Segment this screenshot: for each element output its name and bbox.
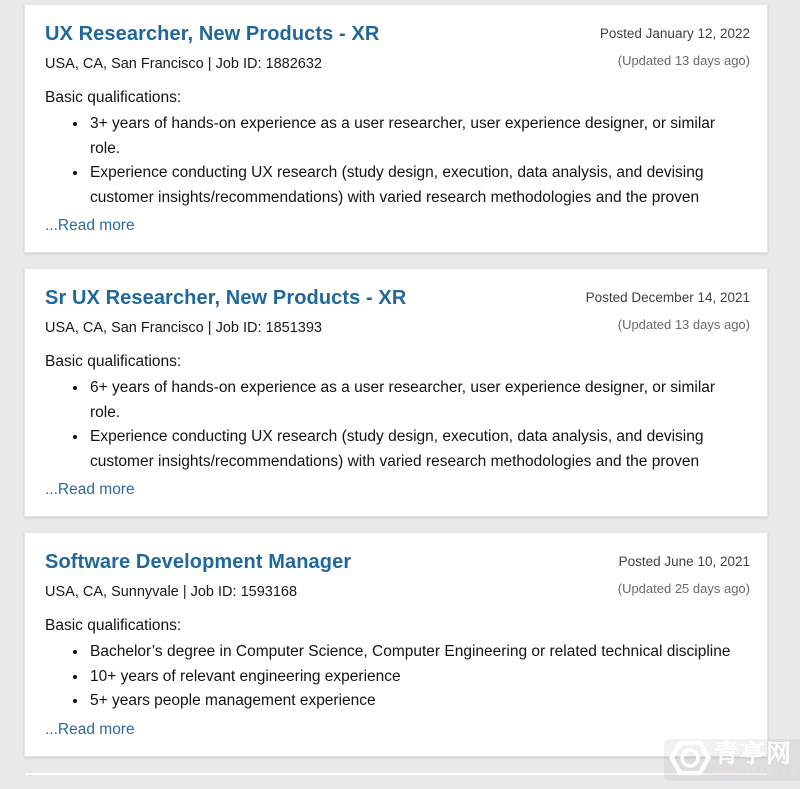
qualification-item: • 6+ years of hands-on experience as a user researcher, user experience designer, or similar role. — [88, 376, 747, 425]
job-card-partial — [24, 772, 768, 776]
job-card — [24, 268, 768, 517]
read-more-link[interactable]: ...Read more — [45, 217, 135, 234]
updated-date: (Updated 13 days ago) — [617, 317, 750, 332]
qualifications-heading: Basic qualifications: — [45, 89, 182, 106]
qualifications-heading: Basic qualifications: — [45, 353, 182, 370]
job-dates — [586, 290, 750, 333]
job-title-link[interactable]: Software Development Manager — [45, 551, 352, 573]
updated-date: (Updated 25 days ago) — [617, 581, 750, 596]
job-dates — [618, 554, 750, 597]
qualification-item: • Experience conducting UX research (study design, execution, data analysis, and devising customer insights/recommendations) with varied research methodologies and the proven — [88, 161, 747, 210]
job-location-id: USA, CA, San Francisco | Job ID: 1882632 — [45, 56, 322, 72]
posted-date: Posted June 10, 2021 — [618, 554, 750, 569]
watermark-url: www.7tin.cn — [714, 767, 797, 778]
qualification-item: • 10+ years of relevant engineering experience — [88, 665, 747, 690]
updated-date: (Updated 13 days ago) — [617, 53, 750, 68]
job-location-id: USA, CA, San Francisco | Job ID: 1851393 — [45, 320, 322, 336]
job-title-link[interactable]: Sr UX Researcher, New Products - XR — [45, 287, 407, 309]
posted-date: Posted January 12, 2022 — [599, 26, 750, 41]
job-card — [24, 532, 768, 757]
qualifications-heading: Basic qualifications: — [45, 617, 182, 634]
read-more-link[interactable]: ...Read more — [45, 481, 135, 498]
job-dates — [600, 26, 750, 69]
watermark-brand: 青亭网 — [714, 740, 793, 768]
qualifications-list — [45, 376, 747, 474]
qualification-item: • 5+ years people management experience — [88, 689, 747, 714]
read-more-link[interactable]: ...Read more — [45, 720, 135, 738]
qualifications-list — [45, 112, 747, 210]
qualifications-list — [45, 640, 747, 714]
job-title-link[interactable]: UX Researcher, New Products - XR — [45, 23, 380, 45]
qualification-item: • 3+ years of hands-on experience as a user researcher, user experience designer, or similar role. — [88, 112, 747, 161]
job-location-id: USA, CA, Sunnyvale | Job ID: 1593168 — [45, 584, 298, 600]
qualification-item: • Bachelor’s degree in Computer Science, Computer Engineering or related technical discipline — [88, 640, 747, 665]
job-card — [24, 4, 768, 253]
qualification-item: • Experience conducting UX research (study design, execution, data analysis, and devising customer insights/recommendations) with varied research methodologies and the proven — [88, 425, 747, 474]
posted-date: Posted December 14, 2021 — [585, 290, 750, 305]
